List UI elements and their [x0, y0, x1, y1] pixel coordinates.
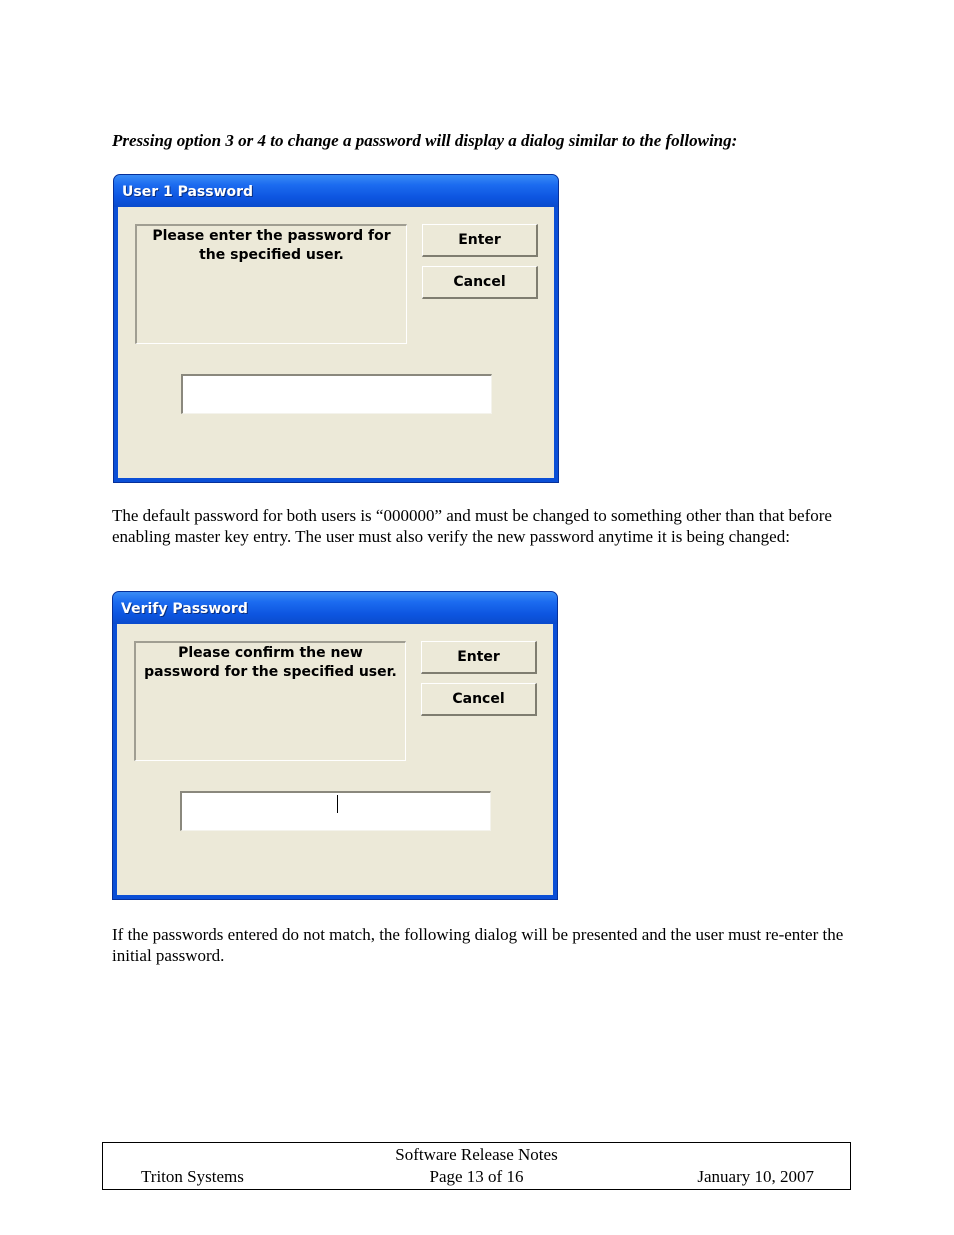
dialog-message: Please enter the password for the specified user. [135, 224, 407, 344]
dialog-client-area [117, 624, 553, 895]
user-password-dialog [113, 174, 559, 483]
dialog-title[interactable]: Verify Password [113, 592, 557, 624]
footer-doc-title: Software Release Notes [395, 1145, 558, 1164]
mismatch-paragraph: If the passwords entered do not match, the following dialog will be presented and the user must re-enter the initial password. [112, 925, 844, 965]
enter-button[interactable]: Enter [422, 224, 538, 257]
default-password-paragraph: The default password for both users is “000000” and must be changed to something other than that before enabling master key entry. The user must also verify the new password anytime it is being changed: [112, 506, 832, 546]
enter-button[interactable]: Enter [421, 641, 537, 674]
dialog-client-area [118, 207, 554, 478]
intro-text: Pressing option 3 or 4 to change a password will display a dialog similar to the following: [112, 131, 738, 150]
password-input[interactable] [181, 374, 492, 414]
footer-company: Triton Systems [141, 1167, 244, 1186]
cancel-button[interactable]: Cancel [422, 266, 538, 299]
footer-date: January 10, 2007 [697, 1167, 814, 1186]
confirm-password-input[interactable] [180, 791, 491, 831]
dialog-title[interactable]: User 1 Password [114, 175, 558, 207]
verify-password-dialog [112, 591, 558, 900]
page-footer [102, 1142, 851, 1190]
text-caret [337, 795, 338, 813]
footer-page-number: Page 13 of 16 [429, 1167, 524, 1186]
dialog-message: Please confirm the new password for the specified user. [134, 641, 406, 761]
cancel-button[interactable]: Cancel [421, 683, 537, 716]
